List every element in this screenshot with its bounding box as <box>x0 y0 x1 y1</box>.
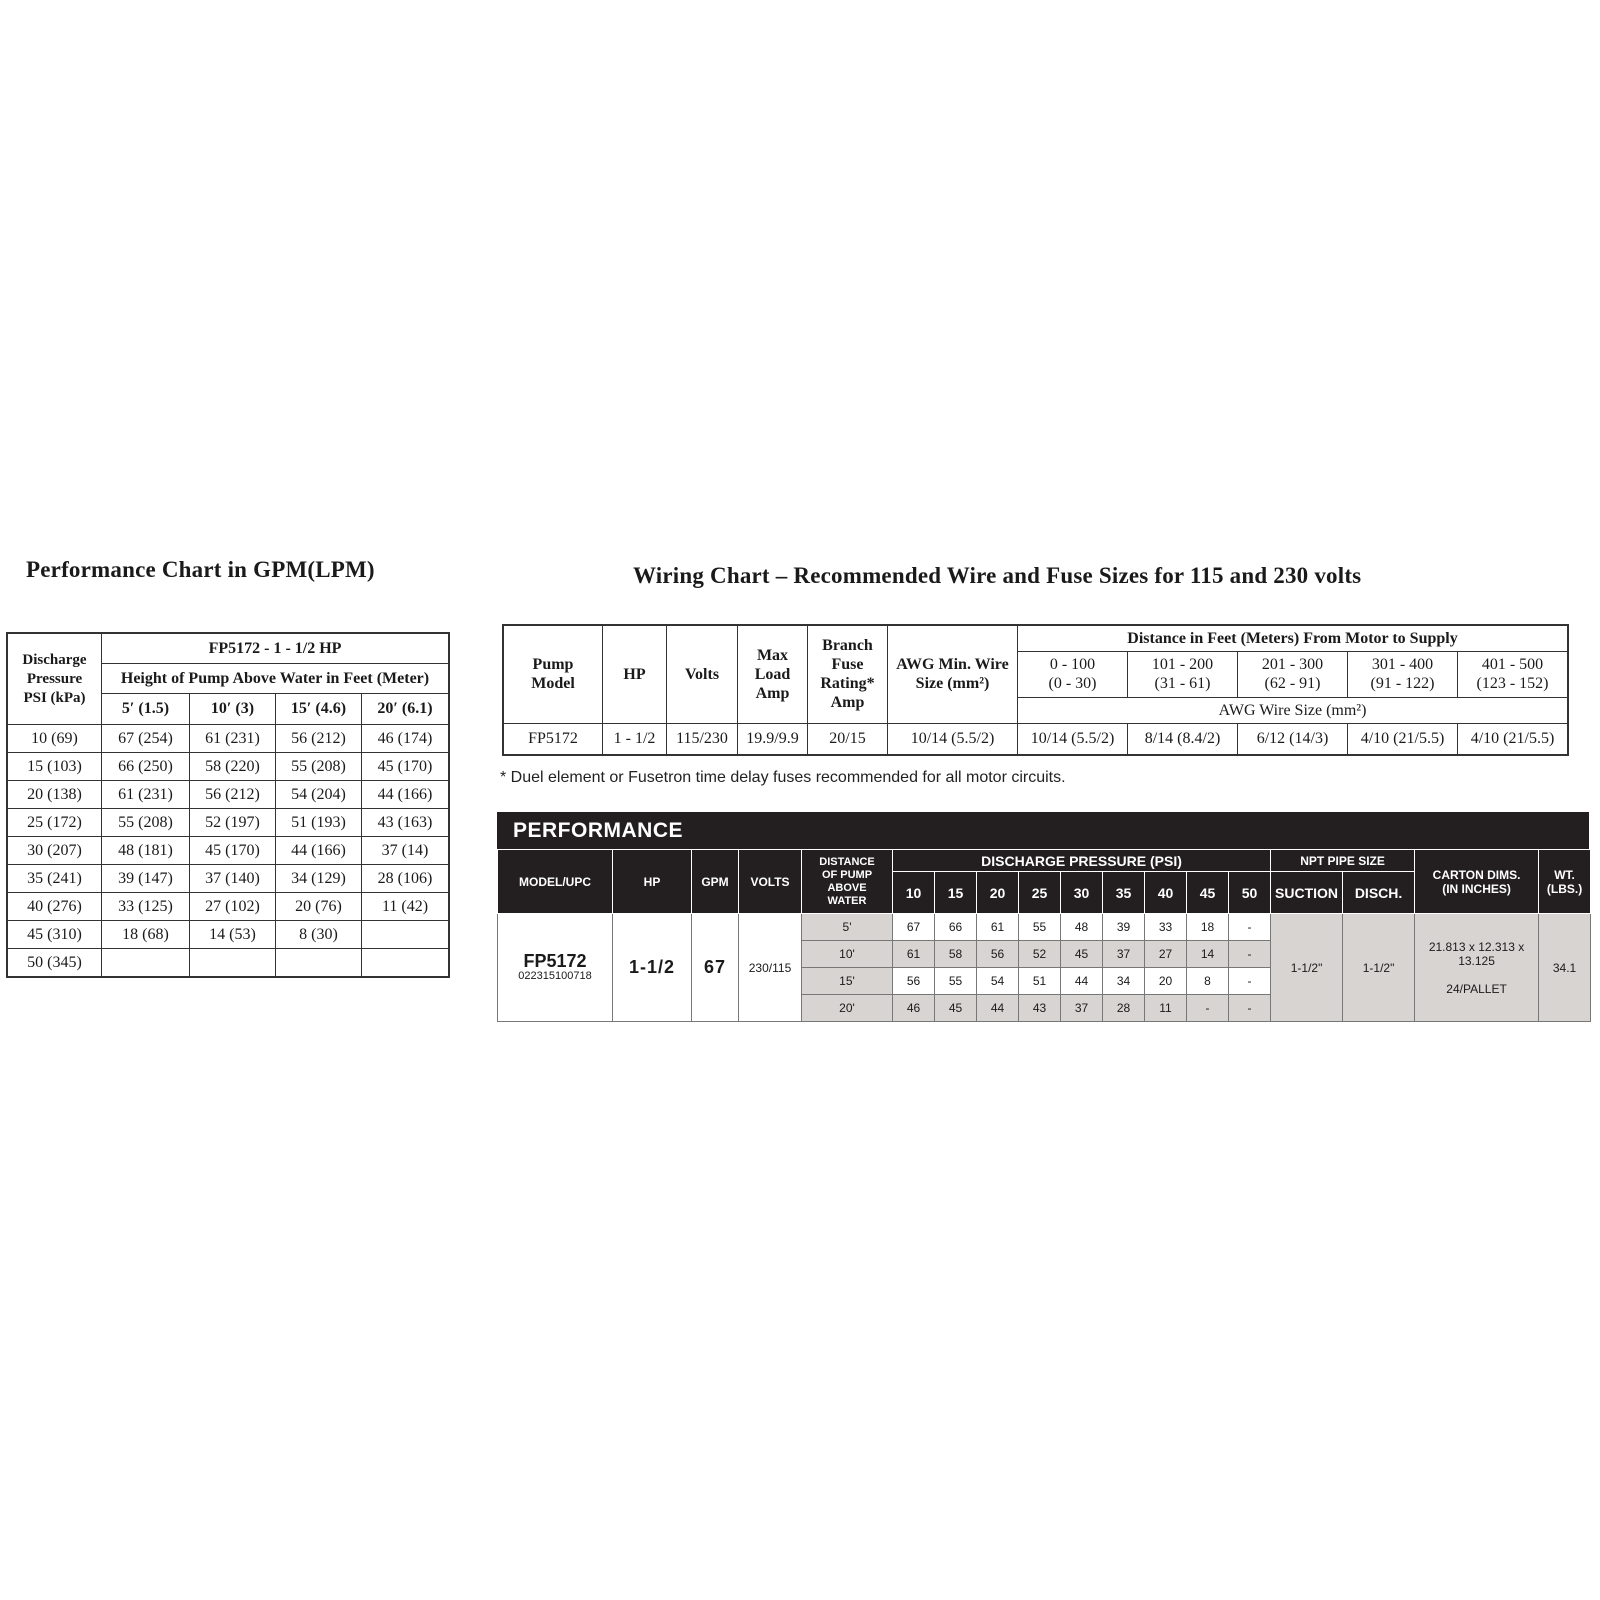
distance-range-header: 0 - 100 (0 - 30) <box>1018 651 1128 697</box>
flow-cell: 28 (106) <box>362 865 450 893</box>
table-row <box>503 723 1568 755</box>
flow-cell: 66 (250) <box>102 753 190 781</box>
flow-cell: 56 (212) <box>276 725 362 753</box>
table-row <box>7 949 449 978</box>
table-cell: 10/14 (5.5/2) <box>1018 723 1128 755</box>
performance-banner: PERFORMANCE <box>497 812 1589 849</box>
performance-spec-table <box>497 849 1591 1022</box>
distance-range-header: 301 - 400 (91 - 122) <box>1348 651 1458 697</box>
gpm-value-cell: 37 <box>1061 995 1103 1022</box>
gpm-value-cell: 67 <box>893 914 935 941</box>
psi-cell: 15 (103) <box>7 753 102 781</box>
flow-cell: 37 (14) <box>362 837 450 865</box>
flow-cell: 56 (212) <box>190 781 276 809</box>
table-row <box>7 865 449 893</box>
distance-header: DISTANCE OF PUMP ABOVE WATER <box>802 850 893 914</box>
gpm-value-cell: - <box>1229 941 1271 968</box>
table-row <box>7 893 449 921</box>
gpm-value-cell: - <box>1187 995 1229 1022</box>
npt-pipe-size-header: NPT PIPE SIZE <box>1271 850 1415 872</box>
gpm-value: 67 <box>703 957 727 977</box>
distance-range-header: 401 - 500 (123 - 152) <box>1458 651 1569 697</box>
disch-cell: 1-1/2" <box>1343 914 1415 1022</box>
suction-cell: 1-1/2" <box>1271 914 1343 1022</box>
performance-chart-table <box>6 632 450 978</box>
flow-cell: 55 (208) <box>102 809 190 837</box>
gpm-value-cell: 14 <box>1187 941 1229 968</box>
volts-cell: 230/115 <box>739 914 802 1022</box>
flow-cell: 14 (53) <box>190 921 276 949</box>
pump-model-header: Pump Model <box>503 625 603 723</box>
flow-cell <box>190 949 276 978</box>
psi-header: 10 <box>893 872 935 914</box>
discharge-size-header: DISCH. <box>1343 872 1415 914</box>
flow-cell: 44 (166) <box>276 837 362 865</box>
gpm-value-cell: 45 <box>935 995 977 1022</box>
gpm-value-cell: 18 <box>1187 914 1229 941</box>
model-header: FP5172 - 1 - 1/2 HP <box>102 633 450 664</box>
psi-cell: 25 (172) <box>7 809 102 837</box>
gpm-value-cell: 46 <box>893 995 935 1022</box>
psi-header: 25 <box>1019 872 1061 914</box>
max-load-header: Max Load Amp <box>738 625 808 723</box>
flow-cell: 33 (125) <box>102 893 190 921</box>
table-row <box>7 921 449 949</box>
flow-cell: 48 (181) <box>102 837 190 865</box>
performance-chart-title: Performance Chart in GPM(LPM) <box>26 557 375 582</box>
gpm-value-cell: 55 <box>935 968 977 995</box>
table-cell: 4/10 (21/5.5) <box>1348 723 1458 755</box>
flow-cell: 8 (30) <box>276 921 362 949</box>
psi-cell: 45 (310) <box>7 921 102 949</box>
model-cell <box>498 914 613 1022</box>
flow-cell: 45 (170) <box>362 753 450 781</box>
table-cell: 19.9/9.9 <box>738 723 808 755</box>
flow-cell: 43 (163) <box>362 809 450 837</box>
flow-cell <box>362 949 450 978</box>
flow-cell <box>102 949 190 978</box>
gpm-value-cell: 56 <box>977 941 1019 968</box>
distance-cell: 10' <box>802 941 893 968</box>
carton-dims: 21.813 x 12.313 x <box>1428 939 1525 954</box>
weight-cell: 34.1 <box>1539 914 1591 1022</box>
hp-header: HP <box>603 625 667 723</box>
flow-cell: 61 (231) <box>190 725 276 753</box>
flow-cell: 51 (193) <box>276 809 362 837</box>
flow-cell: 20 (76) <box>276 893 362 921</box>
gpm-value-cell: 44 <box>1061 968 1103 995</box>
psi-cell: 50 (345) <box>7 949 102 978</box>
height-subheader: Height of Pump Above Water in Feet (Meter) <box>102 664 450 694</box>
table-cell: 8/14 (8.4/2) <box>1128 723 1238 755</box>
flow-cell: 54 (204) <box>276 781 362 809</box>
height-col-header: 15′ (4.6) <box>276 694 362 725</box>
table-cell: 1 - 1/2 <box>603 723 667 755</box>
psi-header: 40 <box>1145 872 1187 914</box>
flow-cell: 11 (42) <box>362 893 450 921</box>
table-row <box>7 725 449 753</box>
carton-dims: 13.125 <box>1458 953 1495 968</box>
volts-header: VOLTS <box>739 850 802 914</box>
discharge-pressure-header: Discharge Pressure PSI (kPa) <box>7 633 102 725</box>
hp-cell <box>613 914 692 1022</box>
gpm-value-cell: 48 <box>1061 914 1103 941</box>
psi-header: 15 <box>935 872 977 914</box>
psi-cell: 35 (241) <box>7 865 102 893</box>
flow-cell: 58 (220) <box>190 753 276 781</box>
distance-cell: 20' <box>802 995 893 1022</box>
awg-wire-size-header: AWG Wire Size (mm²) <box>1018 697 1569 723</box>
gpm-value-cell: 27 <box>1145 941 1187 968</box>
flow-cell: 61 (231) <box>102 781 190 809</box>
carton-dims-header: CARTON DIMS. (IN INCHES) <box>1415 850 1539 914</box>
flow-cell: 46 (174) <box>362 725 450 753</box>
gpm-value-cell: 11 <box>1145 995 1187 1022</box>
flow-cell: 39 (147) <box>102 865 190 893</box>
psi-cell: 30 (207) <box>7 837 102 865</box>
suction-header: SUCTION <box>1271 872 1343 914</box>
wiring-chart-title: Wiring Chart – Recommended Wire and Fuse Sizes for 115 and 230 volts <box>633 563 1362 588</box>
gpm-value-cell: 51 <box>1019 968 1061 995</box>
flow-cell: 67 (254) <box>102 725 190 753</box>
gpm-value-cell: 39 <box>1103 914 1145 941</box>
volts-header: Volts <box>667 625 738 723</box>
awg-min-header: AWG Min. Wire Size (mm²) <box>888 625 1018 723</box>
gpm-value-cell: 28 <box>1103 995 1145 1022</box>
table-row <box>7 753 449 781</box>
gpm-value-cell: 61 <box>977 914 1019 941</box>
gpm-value-cell: - <box>1229 914 1271 941</box>
table-cell: 10/14 (5.5/2) <box>888 723 1018 755</box>
gpm-value-cell: 52 <box>1019 941 1061 968</box>
gpm-value-cell: 45 <box>1061 941 1103 968</box>
table-cell: 20/15 <box>808 723 888 755</box>
model-upc-header: MODEL/UPC <box>498 850 613 914</box>
height-col-header: 10′ (3) <box>190 694 276 725</box>
hp-value: 1-1/2 <box>628 957 676 977</box>
psi-cell: 10 (69) <box>7 725 102 753</box>
height-col-header: 20′ (6.1) <box>362 694 450 725</box>
gpm-value-cell: 34 <box>1103 968 1145 995</box>
table-cell: 4/10 (21/5.5) <box>1458 723 1569 755</box>
gpm-cell <box>692 914 739 1022</box>
discharge-pressure-header: DISCHARGE PRESSURE (PSI) <box>893 850 1271 872</box>
height-col-header: 5′ (1.5) <box>102 694 190 725</box>
gpm-header: GPM <box>692 850 739 914</box>
carton-cell <box>1415 914 1539 1022</box>
table-cell: 6/12 (14/3) <box>1238 723 1348 755</box>
flow-cell: 44 (166) <box>362 781 450 809</box>
gpm-value-cell: 61 <box>893 941 935 968</box>
distance-header: Distance in Feet (Meters) From Motor to Supply <box>1018 625 1569 651</box>
flow-cell: 52 (197) <box>190 809 276 837</box>
gpm-value-cell: - <box>1229 995 1271 1022</box>
flow-cell: 27 (102) <box>190 893 276 921</box>
distance-range-header: 201 - 300 (62 - 91) <box>1238 651 1348 697</box>
weight-header: WT. (LBS.) <box>1539 850 1591 914</box>
flow-cell: 34 (129) <box>276 865 362 893</box>
hp-header: HP <box>613 850 692 914</box>
fuse-rating-header: Branch Fuse Rating* Amp <box>808 625 888 723</box>
table-row <box>7 837 449 865</box>
psi-header: 50 <box>1229 872 1271 914</box>
gpm-value-cell: 37 <box>1103 941 1145 968</box>
psi-cell: 40 (276) <box>7 893 102 921</box>
table-row <box>498 914 1591 941</box>
flow-cell: 45 (170) <box>190 837 276 865</box>
carton-pallet: 24/PALLET <box>1446 981 1507 996</box>
model-name: FP5172 <box>523 951 587 971</box>
table-cell: FP5172 <box>503 723 603 755</box>
gpm-value-cell: 33 <box>1145 914 1187 941</box>
gpm-value-cell: 55 <box>1019 914 1061 941</box>
model-upc: 022315100718 <box>518 970 592 982</box>
distance-cell: 5' <box>802 914 893 941</box>
flow-cell <box>362 921 450 949</box>
gpm-value-cell: 56 <box>893 968 935 995</box>
gpm-value-cell: 66 <box>935 914 977 941</box>
performance-spec-section <box>497 812 1589 1022</box>
psi-header: 35 <box>1103 872 1145 914</box>
gpm-value-cell: 54 <box>977 968 1019 995</box>
fuse-footnote: * Duel element or Fusetron time delay fuses recommended for all motor circuits. <box>500 769 1066 786</box>
flow-cell: 18 (68) <box>102 921 190 949</box>
psi-cell: 20 (138) <box>7 781 102 809</box>
wiring-chart-table <box>502 624 1569 756</box>
gpm-value-cell: 58 <box>935 941 977 968</box>
psi-header: 45 <box>1187 872 1229 914</box>
gpm-value-cell: 8 <box>1187 968 1229 995</box>
distance-cell: 15' <box>802 968 893 995</box>
distance-range-header: 101 - 200 (31 - 61) <box>1128 651 1238 697</box>
flow-cell: 37 (140) <box>190 865 276 893</box>
table-cell: 115/230 <box>667 723 738 755</box>
psi-header: 30 <box>1061 872 1103 914</box>
gpm-value-cell: 43 <box>1019 995 1061 1022</box>
flow-cell: 55 (208) <box>276 753 362 781</box>
psi-header: 20 <box>977 872 1019 914</box>
gpm-value-cell: - <box>1229 968 1271 995</box>
table-row <box>7 781 449 809</box>
flow-cell <box>276 949 362 978</box>
gpm-value-cell: 20 <box>1145 968 1187 995</box>
table-row <box>7 809 449 837</box>
gpm-value-cell: 44 <box>977 995 1019 1022</box>
